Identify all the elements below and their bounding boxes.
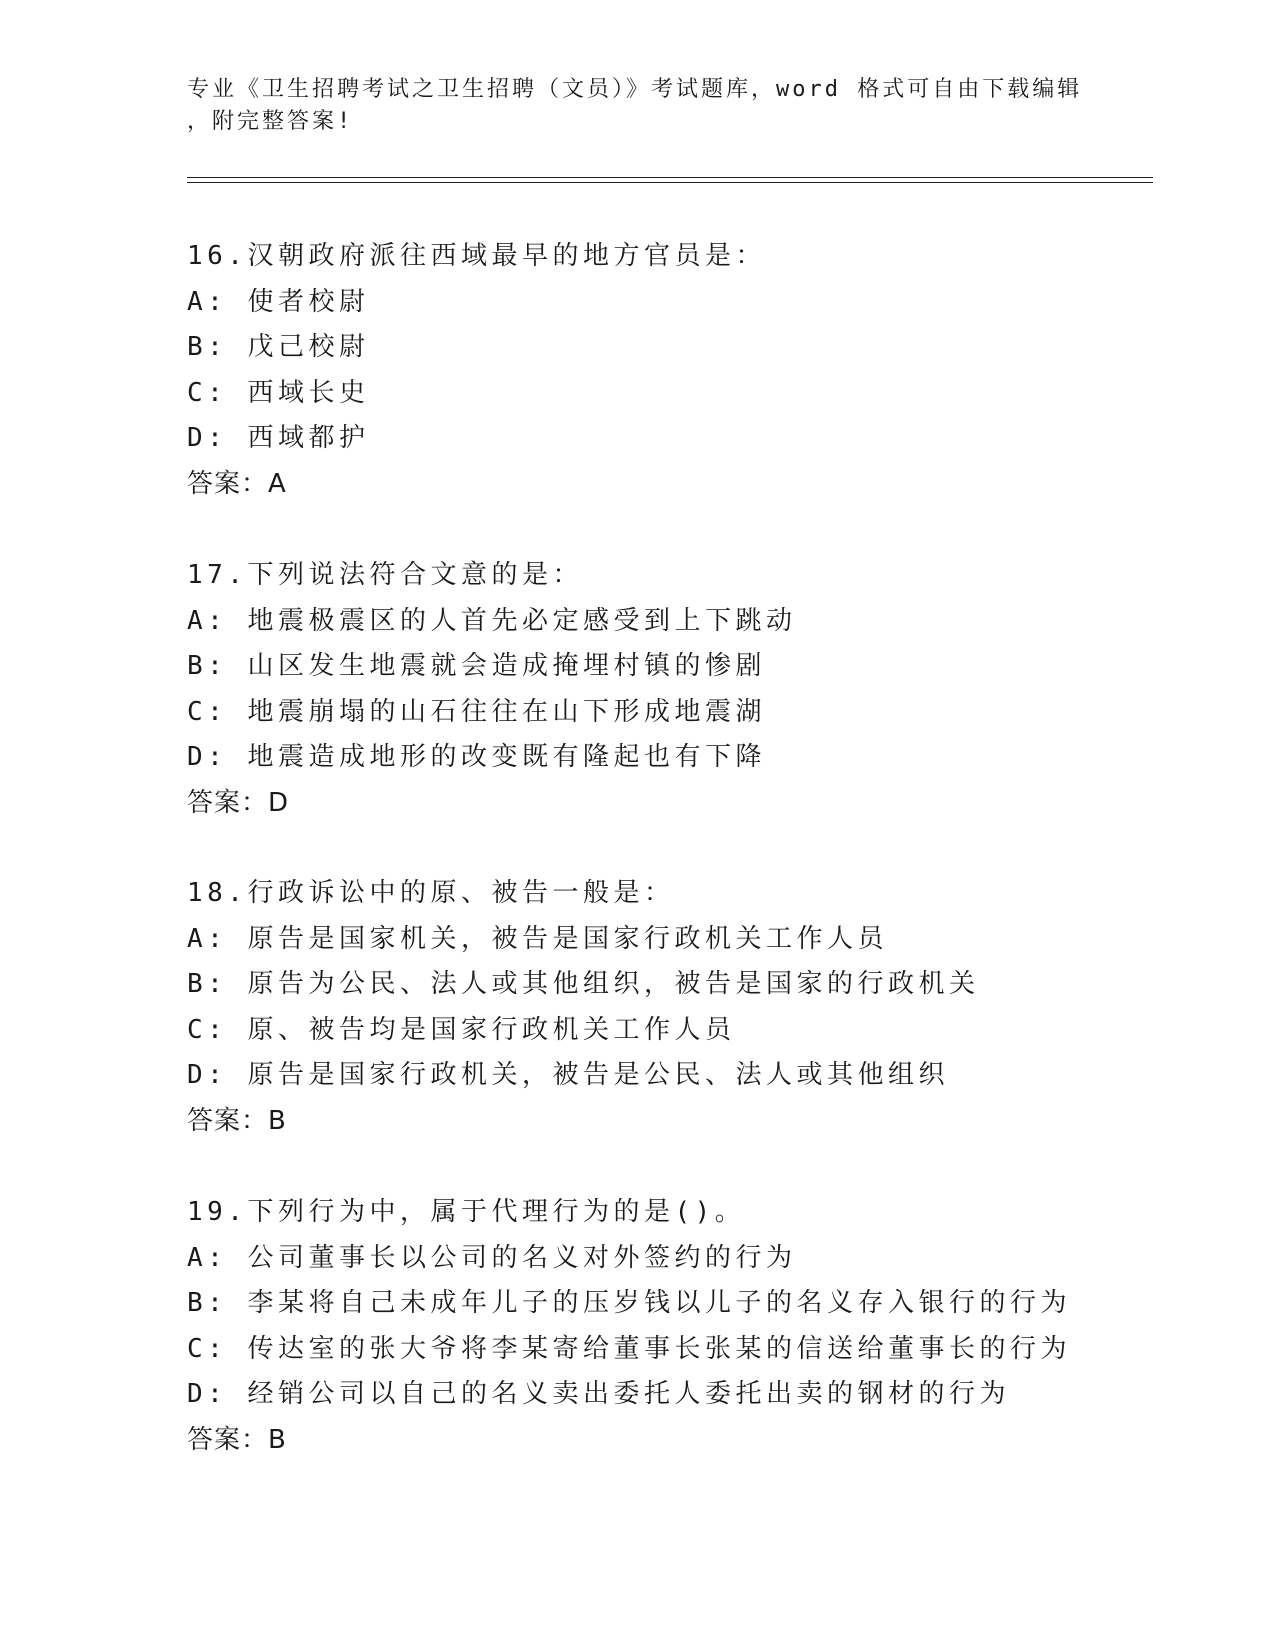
answer-value: B bbox=[268, 1105, 287, 1136]
answer-line bbox=[187, 462, 1187, 508]
option-d: D: 地震造成地形的改变既有隆起也有下降 bbox=[187, 742, 766, 772]
option-c: C: 传达室的张大爷将李某寄给董事长张某的信送给董事长的行为 bbox=[187, 1333, 1071, 1364]
answer-label: 答案： bbox=[187, 1105, 269, 1136]
question-stem: 16.汉朝政府派往西域最早的地方官员是： bbox=[187, 241, 766, 271]
option-d: D: 经销公司以自己的名义卖出委托人委托出卖的钢材的行为 bbox=[187, 1379, 1010, 1409]
answer-label: 答案： bbox=[187, 1424, 269, 1455]
option-a: A: 公司董事长以公司的名义对外签约的行为 bbox=[187, 1242, 797, 1273]
option-b: B: 李某将自己未成年儿子的压岁钱以儿子的名义存入银行的行为 bbox=[187, 1288, 1071, 1318]
question-block bbox=[187, 553, 1187, 826]
option-a: A: 地震极震区的人首先必定感受到上下跳动 bbox=[187, 605, 797, 636]
header-divider-top bbox=[187, 177, 1153, 178]
option-a: A: 使者校尉 bbox=[187, 286, 370, 317]
question-stem: 18.行政诉讼中的原、被告一般是： bbox=[187, 878, 675, 908]
option-a: A: 原告是国家机关，被告是国家行政机关工作人员 bbox=[187, 923, 888, 954]
answer-value: B bbox=[268, 1424, 287, 1455]
answer-value: D bbox=[268, 787, 290, 818]
question-block bbox=[187, 871, 1187, 1144]
document-header bbox=[187, 74, 1087, 138]
question-block bbox=[187, 234, 1187, 507]
header-line-2: ，附完整答案! bbox=[187, 109, 354, 134]
question-stem: 19.下列行为中，属于代理行为的是()。 bbox=[187, 1197, 746, 1227]
header-divider-bottom bbox=[187, 182, 1153, 183]
question-stem: 17.下列说法符合文意的是： bbox=[187, 560, 583, 590]
option-b: B: 原告为公民、法人或其他组织，被告是国家的行政机关 bbox=[187, 969, 980, 999]
answer-line bbox=[187, 781, 1187, 827]
question-block bbox=[187, 1190, 1187, 1463]
header-line-1: 专业《卫生招聘考试之卫生招聘（文员）》考试题库，word 格式可自由下载编辑 bbox=[187, 77, 1083, 102]
option-d: D: 西域都护 bbox=[187, 423, 370, 453]
option-c: C: 西域长史 bbox=[187, 377, 370, 408]
answer-line bbox=[187, 1418, 1187, 1464]
answer-label: 答案： bbox=[187, 468, 269, 499]
option-b: B: 戊己校尉 bbox=[187, 332, 370, 362]
option-c: C: 原、被告均是国家行政机关工作人员 bbox=[187, 1014, 736, 1045]
option-b: B: 山区发生地震就会造成掩埋村镇的惨剧 bbox=[187, 651, 766, 681]
option-d: D: 原告是国家行政机关，被告是公民、法人或其他组织 bbox=[187, 1060, 949, 1090]
option-c: C: 地震崩塌的山石往往在山下形成地震湖 bbox=[187, 696, 766, 727]
answer-line bbox=[187, 1099, 1187, 1145]
answer-label: 答案： bbox=[187, 787, 269, 818]
answer-value: A bbox=[268, 468, 287, 499]
